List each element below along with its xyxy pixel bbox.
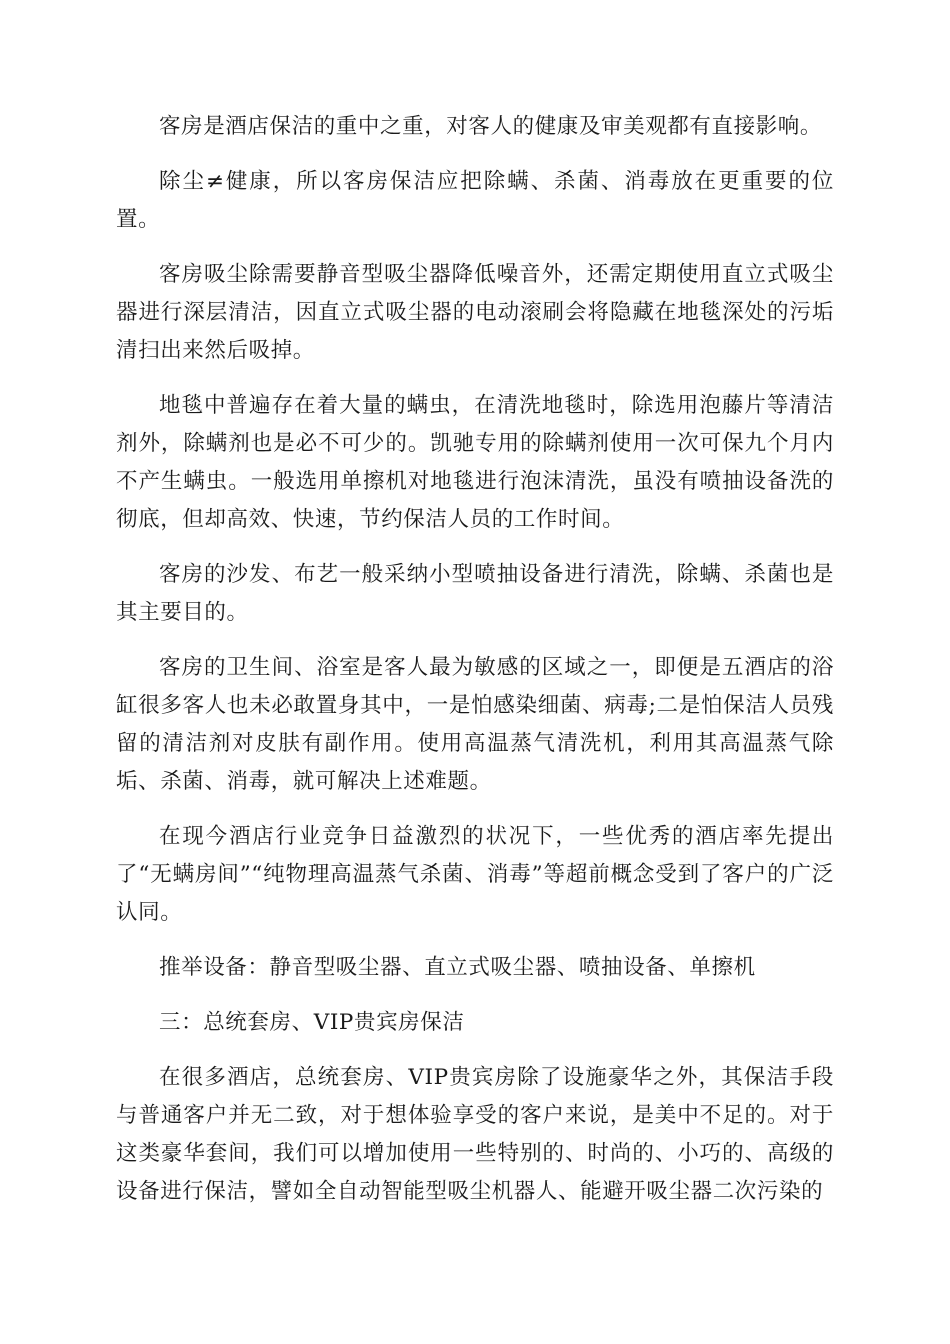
paragraph-2: 除尘≠健康，所以客房保洁应把除螨、杀菌、消毒放在更重要的位置。	[116, 169, 834, 232]
paragraph-3: 客房吸尘除需要静音型吸尘器降低噪音外，还需定期使用直立式吸尘器进行深层清洁，因直立式吸尘器的电动滚刷会将隐藏在地毯深处的污垢清扫出来然后吸掉。	[116, 262, 834, 363]
section-heading-3: 三：总统套房、VIP贵宾房保洁	[159, 1010, 465, 1035]
paragraph-1: 客房是酒店保洁的重中之重，对客人的健康及审美观都有直接影响。	[159, 114, 823, 139]
paragraph-5: 客房的沙发、布艺一般采纳小型喷抽设备进行清洗，除螨、杀菌也是其主要目的。	[116, 562, 834, 625]
paragraph-8: 推举设备：静音型吸尘器、直立式吸尘器、喷抽设备、单擦机	[159, 955, 756, 980]
document-body	[116, 108, 834, 1228]
paragraph-6: 客房的卫生间、浴室是客人最为敏感的区域之一，即便是五酒店的浴缸很多客人也未必敢置身其中，一是怕感染细菌、病毒;二是怕保洁人员残留的清洁剂对皮肤有副作用。使用高温蒸气清洗机，利用其高温蒸气除垢、杀菌、消毒，就可解决上述难题。	[116, 655, 834, 794]
paragraph-10: 在很多酒店，总统套房、VIP贵宾房除了设施豪华之外，其保洁手段与普通客户并无二致，对于想体验享受的客户来说，是美中不足的。对于这类豪华套间，我们可以增加使用一些特别的、时尚的、小巧的、高级的设备进行保洁，譬如全自动智能型吸尘机器人、能避开吸尘器二次污染的	[116, 1065, 834, 1204]
paragraph-7: 在现今酒店行业竞争日益激烈的状况下，一些优秀的酒店率先提出了“无螨房间”“纯物理高温蒸气杀菌、消毒”等超前概念受到了客户的广泛认同。	[116, 824, 834, 925]
paragraph-4: 地毯中普遍存在着大量的螨虫，在清洗地毯时，除选用泡藤片等清洁剂外，除螨剂也是必不可少的。凯驰专用的除螨剂使用一次可保九个月内不产生螨虫。一般选用单擦机对地毯进行泡沫清洗，虽没有喷抽设备洗的彻底，但却高效、快速，节约保洁人员的工作时间。	[116, 393, 834, 532]
